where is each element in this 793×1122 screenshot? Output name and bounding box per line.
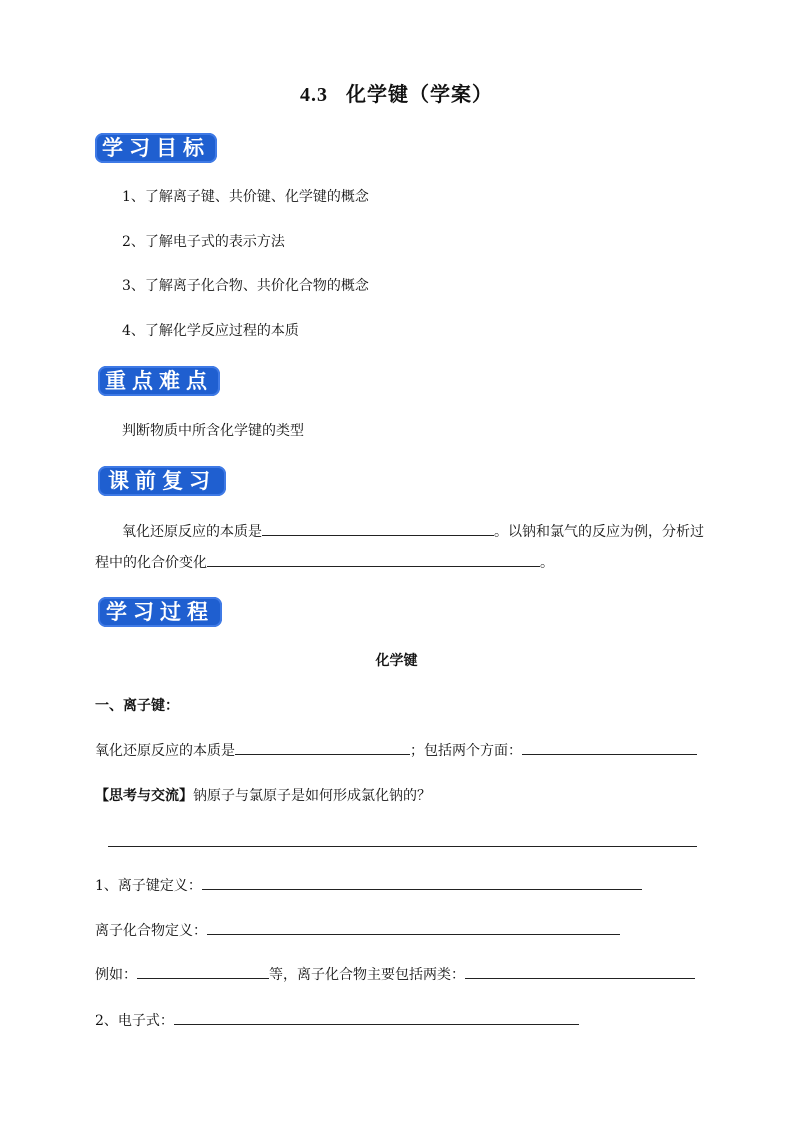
example-label: 例如： — [95, 967, 137, 983]
example-blank-1[interactable] — [137, 964, 269, 979]
process-subtitle: 化学键 — [375, 653, 418, 669]
section-badge-key-points: 重点难点 — [98, 366, 220, 396]
preview-line-1 — [122, 521, 704, 542]
definition-blank-2[interactable] — [207, 920, 620, 935]
question-blank-2[interactable] — [522, 740, 697, 755]
definition-line-1 — [95, 875, 642, 896]
question-line-1 — [95, 740, 697, 761]
preview-text-1a: 氧化还原反应的本质是 — [122, 524, 262, 540]
goal-item-3: 3、了解离子化合物、共价化合物的概念 — [122, 278, 369, 294]
think-text: 钠原子与氯原子是如何形成氯化钠的？ — [193, 788, 431, 804]
section-badge-preview: 课前复习 — [98, 466, 226, 496]
goal-item-4: 4、了解化学反应过程的本质 — [122, 323, 299, 339]
question-blank-1[interactable] — [235, 740, 410, 755]
example-line — [95, 964, 695, 985]
goal-item-2: 2、了解电子式的表示方法 — [122, 234, 285, 250]
title-text: 化学键（学案） — [346, 82, 493, 106]
definition-blank-1[interactable] — [202, 875, 642, 890]
think-line — [95, 786, 431, 806]
question-text-1b: ；包括两个方面： — [410, 743, 522, 759]
preview-blank-1[interactable] — [262, 521, 494, 536]
page-title — [0, 78, 793, 107]
section-badge-process: 学习过程 — [98, 597, 222, 627]
preview-text-1b: 。以钠和氯气的反应为例，分析过 — [494, 524, 704, 540]
preview-text-2b: 。 — [540, 555, 554, 571]
preview-blank-2[interactable] — [207, 552, 540, 567]
definition-line-2 — [95, 920, 620, 941]
example-blank-2[interactable] — [465, 964, 695, 979]
definition-blank-3[interactable] — [174, 1010, 579, 1025]
example-text: 等，离子化合物主要包括两类： — [269, 967, 465, 983]
definition-label-2: 离子化合物定义： — [95, 923, 207, 939]
ionic-bond-heading: 一、离子键： — [95, 698, 179, 714]
preview-text-2a: 程中的化合价变化 — [95, 555, 207, 571]
definition-line-3 — [95, 1010, 579, 1031]
answer-line[interactable] — [108, 846, 697, 847]
question-text-1a: 氧化还原反应的本质是 — [95, 743, 235, 759]
goal-item-1: 1、了解离子键、共价键、化学键的概念 — [122, 189, 369, 205]
title-number: 4.3 — [300, 84, 328, 106]
definition-label-3: 2、电子式： — [95, 1013, 174, 1029]
preview-line-2 — [95, 552, 554, 573]
think-label: 【思考与交流】 — [95, 788, 193, 804]
definition-label-1: 1、离子键定义： — [95, 878, 202, 894]
section-badge-goals: 学习目标 — [95, 133, 217, 163]
key-point-text: 判断物质中所含化学键的类型 — [122, 423, 304, 439]
